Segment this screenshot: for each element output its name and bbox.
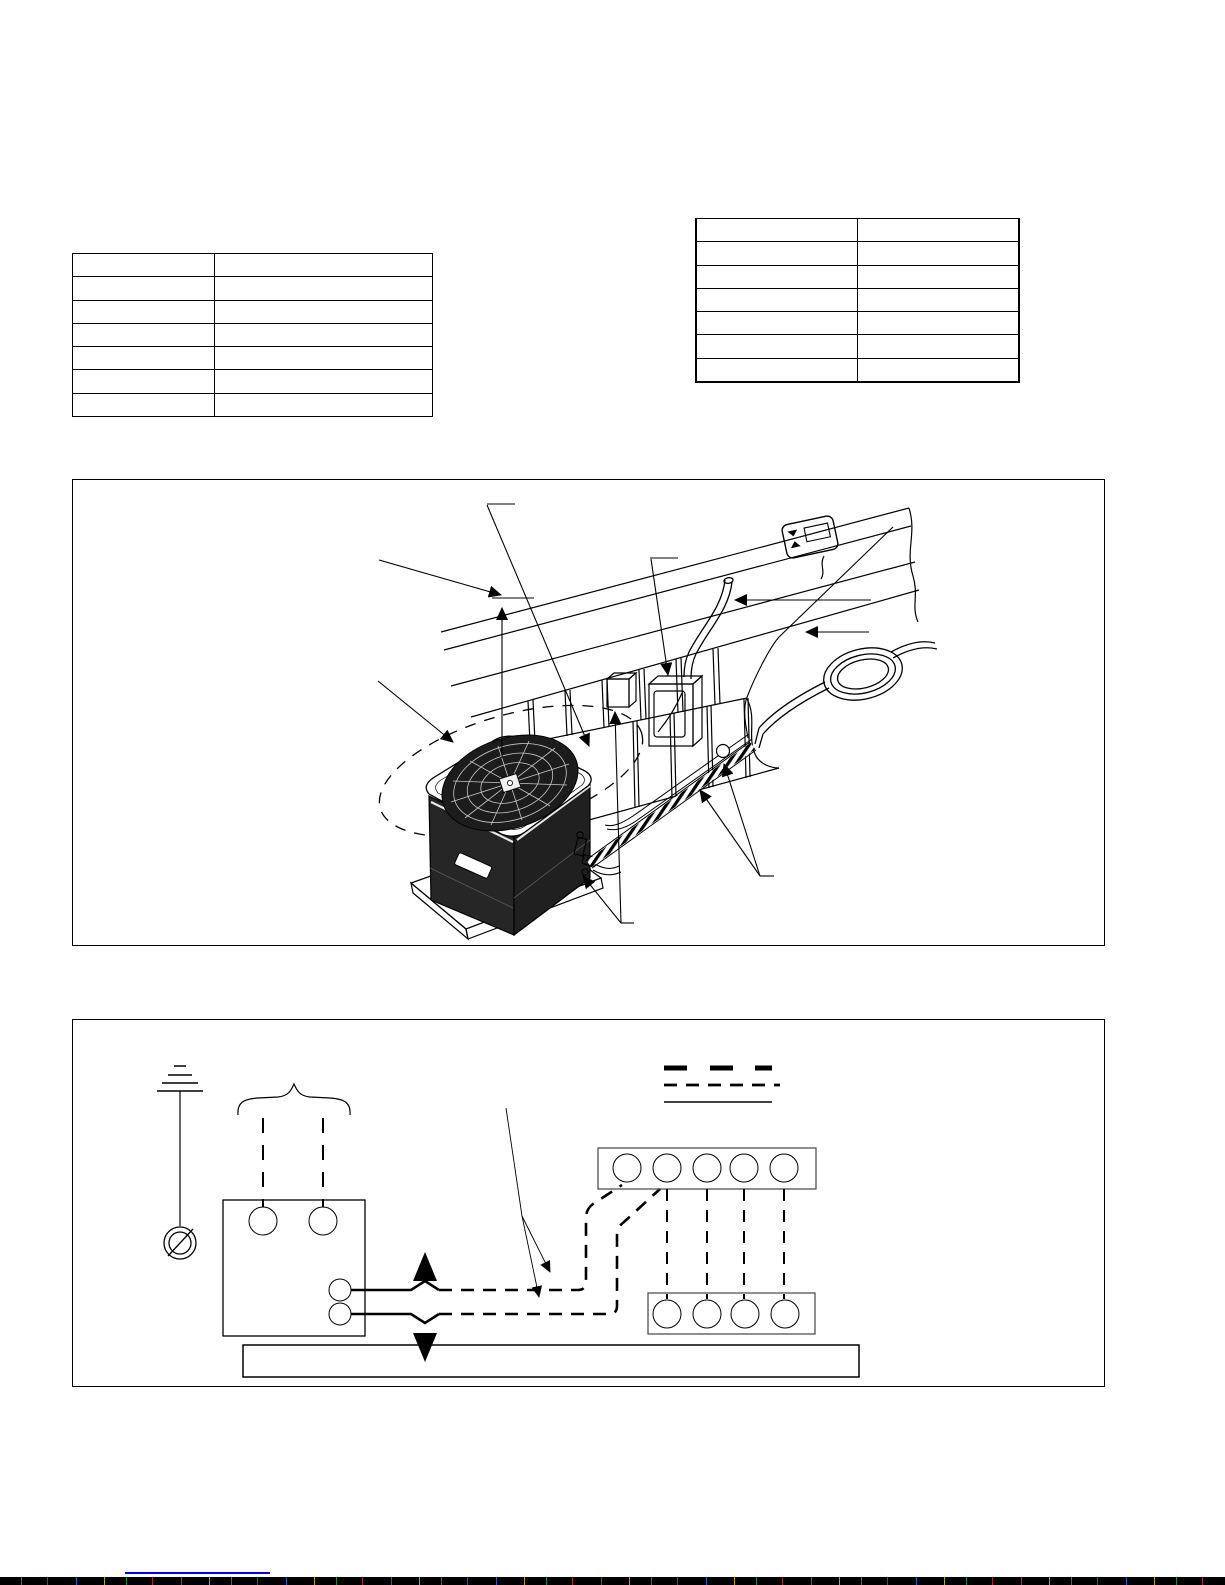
table-cell	[215, 393, 433, 416]
table-row	[696, 358, 1019, 382]
table-cell	[215, 300, 433, 323]
thermostat-down-icon	[790, 540, 801, 548]
ground-symbol-icon	[157, 1066, 203, 1226]
ground-screw-icon	[164, 1227, 196, 1259]
low-voltage-wires	[351, 1185, 660, 1323]
table-row	[73, 370, 433, 393]
line-style-legend	[664, 1068, 780, 1102]
table-cell	[696, 242, 858, 265]
furnace-terminal-strip	[648, 1293, 815, 1334]
table-cell	[215, 254, 433, 277]
table-cell	[73, 370, 215, 393]
wiring-figure	[72, 1019, 1105, 1387]
table-cell	[858, 358, 1020, 382]
table-cell	[858, 335, 1020, 358]
table-row	[696, 265, 1019, 288]
wiring-diagram	[73, 1020, 1104, 1386]
table-row	[696, 335, 1019, 358]
table-cell	[696, 358, 858, 382]
installation-figure	[72, 479, 1105, 946]
power-supply-leads	[263, 1118, 323, 1207]
thermostat-up-icon	[787, 530, 798, 538]
break-arrow-up-icon	[413, 1252, 437, 1281]
table-row	[696, 219, 1019, 242]
table-cell	[73, 393, 215, 416]
scan-edge-noise-bar	[0, 1577, 1225, 1585]
table-row	[696, 312, 1019, 335]
table-cell	[215, 277, 433, 300]
spec-table-left	[72, 253, 433, 417]
line-set-coil	[755, 640, 937, 748]
installation-drawing	[73, 480, 1104, 945]
table-cell	[858, 242, 1020, 265]
table-cell	[858, 288, 1020, 311]
junction-box	[607, 673, 636, 707]
table-row	[73, 254, 433, 277]
table-cell	[215, 323, 433, 346]
table-cell	[73, 254, 215, 277]
table-cell	[858, 219, 1020, 242]
table-cell	[73, 300, 215, 323]
contactor-box	[223, 1200, 365, 1336]
condenser-unit	[426, 719, 621, 935]
field-wiring-leader	[506, 1108, 550, 1297]
break-arrow-down-icon	[413, 1333, 437, 1362]
table-row	[73, 277, 433, 300]
table-cell	[858, 312, 1020, 335]
conduit-riser	[684, 577, 734, 679]
table-row	[696, 288, 1019, 311]
table-cell	[696, 288, 858, 311]
table-cell	[73, 323, 215, 346]
table-cell	[696, 335, 858, 358]
table-cell	[858, 265, 1020, 288]
table-row	[73, 393, 433, 416]
table-cell	[73, 277, 215, 300]
footer-hyperlink-underline[interactable]	[125, 1572, 270, 1574]
table-cell	[73, 347, 215, 370]
table-cell	[696, 219, 858, 242]
table-cell	[215, 370, 433, 393]
table-row	[73, 323, 433, 346]
disconnect-box	[649, 676, 702, 746]
interconnect-wires	[667, 1189, 784, 1299]
table-row	[696, 242, 1019, 265]
power-leads-brace	[238, 1084, 350, 1115]
thermostat-wire	[821, 556, 824, 579]
contactor-terminals	[249, 1207, 351, 1325]
table-row	[73, 347, 433, 370]
wiring-note-box	[243, 1345, 859, 1377]
spec-table-right	[695, 218, 1020, 383]
table-row	[73, 300, 433, 323]
wall-grommet-hole	[717, 745, 730, 758]
table-cell	[215, 347, 433, 370]
table-cell	[696, 265, 858, 288]
thermostat-terminal-strip	[598, 1148, 816, 1189]
table-cell	[696, 312, 858, 335]
